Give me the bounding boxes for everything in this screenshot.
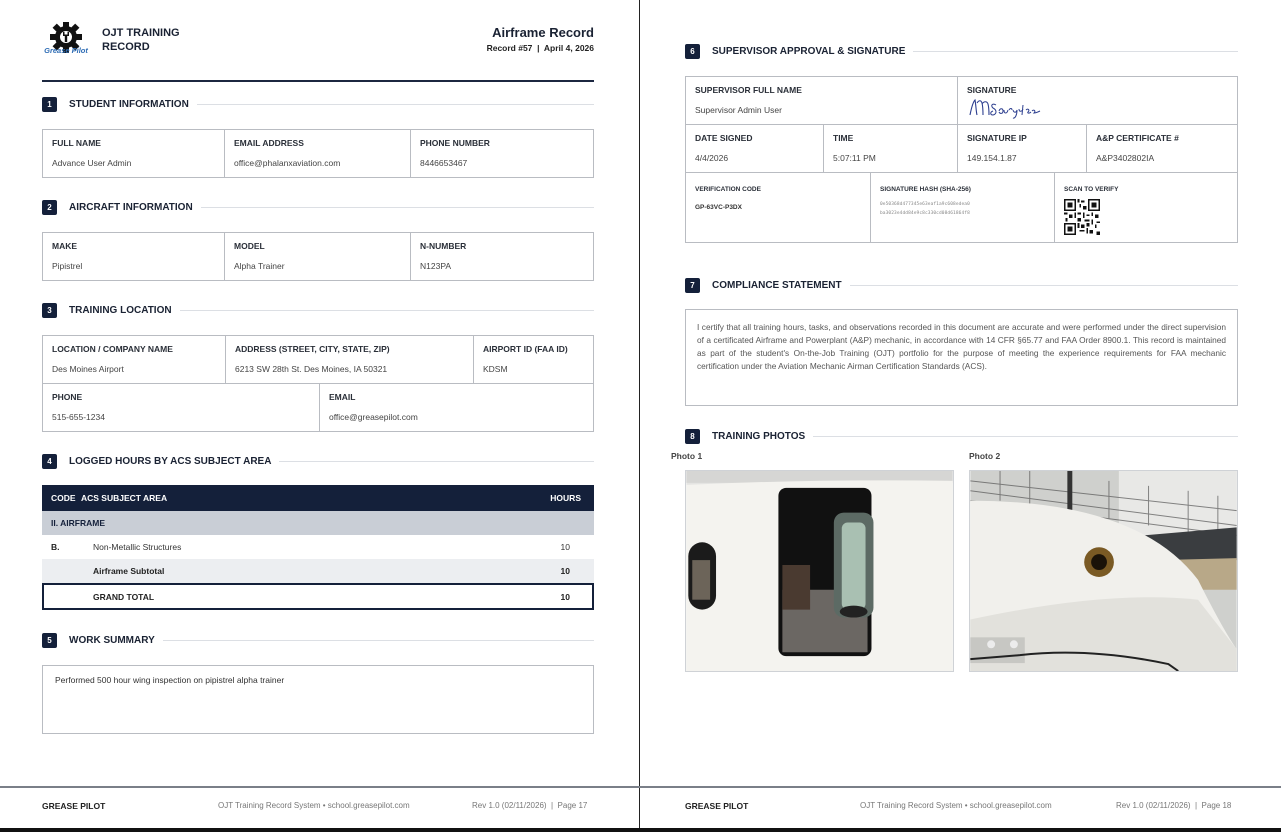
hash-line-2: ba3023e4dd84e9c8c330cd08d61864f8 [880,211,970,216]
field-label: EMAIL [329,392,356,402]
field-label: N-NUMBER [420,241,467,251]
field-ap-certificate [1086,125,1237,172]
page-18 [640,0,1281,832]
section-header-supervisor [685,41,1238,61]
footer-system: OJT Training Record System • school.greasepilot.com [860,801,1052,810]
svg-text:Grease Pilot: Grease Pilot [44,46,88,55]
field-location-name [43,336,225,383]
field-signature [957,77,1237,124]
section-header-summary [42,630,594,650]
field-phone [410,130,593,177]
supervisor-grid [685,76,1238,243]
section-header-student [42,94,594,114]
record-meta: Record #57 | April 4, 2026 [486,43,594,53]
row-hours: 10 [560,542,570,552]
section-rule [913,51,1238,52]
subtotal-label: Airframe Subtotal [93,566,165,576]
photo-1-label: Photo 1 [671,451,703,461]
field-location-phone [43,384,319,431]
hash-value [880,200,1045,218]
field-airport-id [473,336,593,383]
table-row [42,535,594,559]
group-label: II. AIRFRAME [51,518,105,528]
field-signature-hash [870,173,1054,242]
page-17 [0,0,639,832]
field-value: A&P3402802IA [1096,153,1155,163]
footer-page: Rev 1.0 (02/11/2026) | Page 17 [472,801,588,810]
hash-line-1: 0e50368d477345e63eaf1a9c608edea0 [880,202,970,207]
field-label: LOCATION / COMPANY NAME [52,344,173,354]
field-label: EMAIL ADDRESS [234,138,304,148]
section-title: STUDENT INFORMATION [69,98,189,110]
section-title: WORK SUMMARY [69,634,155,646]
section-number: 7 [685,278,700,293]
section-rule [180,310,594,311]
section-header-compliance [685,275,1238,295]
field-supervisor-name [686,77,957,124]
field-model [224,233,410,280]
section-title: COMPLIANCE STATEMENT [712,279,842,291]
photo-1-image[interactable] [685,470,954,672]
field-label: MODEL [234,241,265,251]
field-label: ADDRESS (STREET, CITY, STATE, ZIP) [235,344,390,354]
field-date-signed [686,125,823,172]
section-number: 2 [42,200,57,215]
photo-2-label: Photo 2 [969,451,1001,461]
field-value: Advance User Admin [52,158,132,168]
footer-system: OJT Training Record System • school.greasepilot.com [218,801,410,810]
column-header-area: ACS SUBJECT AREA [81,493,168,503]
field-n-number [410,233,593,280]
field-value: KDSM [483,364,508,374]
location-info-grid [42,335,594,432]
field-value: office@phalanxaviation.com [234,158,341,168]
field-value: 5:07:11 PM [833,153,876,163]
section-header-hours [42,451,594,471]
field-label: VERIFICATION CODE [695,186,761,193]
column-header-hours: HOURS [550,493,581,503]
section-rule [850,285,1238,286]
section-rule [279,461,594,462]
section-title: TRAINING PHOTOS [712,430,806,442]
document-header [42,20,594,82]
hours-table-header [42,485,594,511]
signature-image [966,95,1056,121]
section-header-photos [685,426,1238,446]
field-value: 6213 SW 28th St. Des Moines, IA 50321 [235,364,388,374]
section-number: 5 [42,633,57,648]
hours-table [42,485,594,610]
field-label: PHONE [52,392,83,402]
field-make [43,233,224,280]
grand-total-label: GRAND TOTAL [93,591,155,602]
field-label: SCAN TO VERIFY [1064,186,1119,193]
record-title [487,25,594,54]
field-label: PHONE NUMBER [420,138,490,148]
section-header-aircraft [42,197,594,217]
field-time [823,125,957,172]
field-value: N123PA [420,261,452,271]
field-value: 4/4/2026 [695,153,729,163]
section-title: AIRCRAFT INFORMATION [69,201,193,213]
section-number: 3 [42,303,57,318]
field-label: SIGNATURE HASH (SHA-256) [880,186,971,193]
work-summary-box: Performed 500 hour wing inspection on pipistrel alpha trainer [42,665,594,734]
section-rule [201,207,594,208]
field-label: TIME [833,133,854,143]
field-value: Alpha Trainer [234,261,285,271]
field-verification-code [686,173,870,242]
section-number: 4 [42,454,57,469]
aircraft-info-grid [42,232,594,281]
brand-title [102,26,180,54]
section-rule [197,104,594,105]
section-number: 1 [42,97,57,112]
field-full-name [43,130,224,177]
compliance-statement-box: I certify that all training hours, tasks, and observations recorded in this document are accurate and were performed under the direct supervision of a certificated Airframe and Powerplant (A&P) mechanic, in accordance with 14 CFR §65.77 and FAA Order 8900.1. This record is maintained as part of the student's On-the-Job Training (OJT) portfolio for the purpose of meeting the experience requirements for FAA mechanic certification under the Aviation Mechanic Airman Certification Standards (ACS). [685,309,1238,406]
field-scan-to-verify [1054,173,1237,242]
field-label: SUPERVISOR FULL NAME [695,85,802,95]
record-type: Airframe Record [492,25,594,40]
grand-total-hours: 10 [560,591,570,602]
field-value: Supervisor Admin User [695,105,782,115]
footer-rule [0,786,1281,788]
field-label: MAKE [52,241,78,251]
section-title: SUPERVISOR APPROVAL & SIGNATURE [712,45,906,57]
section-title: LOGGED HOURS BY ACS SUBJECT AREA [69,455,272,467]
student-info-grid [42,129,594,178]
verification-code-value: GP-63VC-P3DX [695,204,742,211]
field-label: A&P CERTIFICATE # [1096,133,1179,143]
field-label: DATE SIGNED [695,133,753,143]
field-location-email [319,384,593,431]
section-header-location [42,300,594,320]
field-value: Pipistrel [52,261,83,271]
hours-group-row [42,511,594,535]
qr-code-icon[interactable] [1064,198,1100,236]
row-area: Non-Metallic Structures [93,542,182,552]
section-rule [813,436,1238,437]
subtotal-row [42,559,594,583]
section-number: 8 [685,429,700,444]
field-value: 515-655-1234 [52,412,105,422]
brand-line-2: RECORD [102,41,150,53]
field-address [225,336,473,383]
section-number: 6 [685,44,700,59]
subtotal-hours: 10 [560,566,570,576]
field-value: 8446653467 [420,158,468,168]
field-label: AIRPORT ID (FAA ID) [483,344,568,354]
footer-brand: GREASE PILOT [685,801,749,811]
row-code: B. [51,542,60,552]
column-header-code: CODE [51,493,76,503]
photo-2-image[interactable] [969,470,1238,672]
brand-line-1: OJT TRAINING [102,27,180,39]
field-label: FULL NAME [52,138,101,148]
section-title: TRAINING LOCATION [69,304,172,316]
field-label: SIGNATURE [967,85,1017,95]
field-value: office@greasepilot.com [329,412,418,422]
field-signature-ip [957,125,1086,172]
footer-page: Rev 1.0 (02/11/2026) | Page 18 [1116,801,1232,810]
bottom-edge [0,828,1281,832]
grand-total-row [42,583,594,610]
section-rule [163,640,594,641]
grease-pilot-gear-logo-icon [42,22,90,56]
field-label: SIGNATURE IP [967,133,1027,143]
footer-brand: GREASE PILOT [42,801,106,811]
field-value: 149.154.1.87 [967,153,1017,163]
field-value: Des Moines Airport [52,364,124,374]
header-rule [42,80,594,82]
field-email [224,130,410,177]
